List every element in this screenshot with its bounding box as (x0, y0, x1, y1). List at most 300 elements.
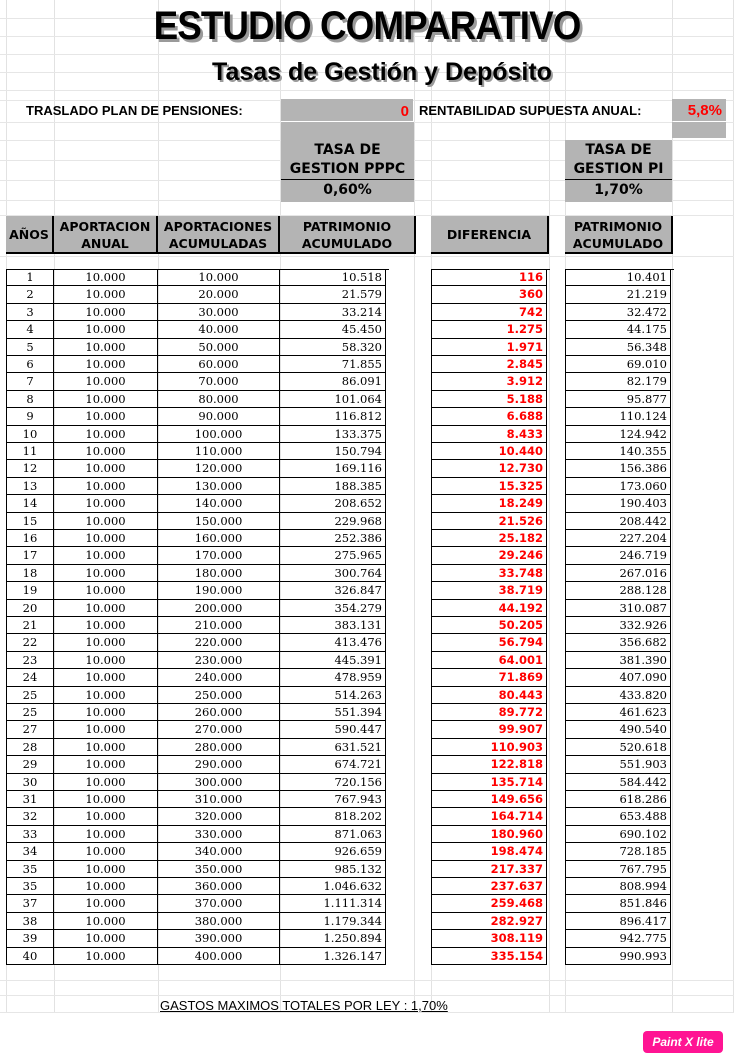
table-row (6, 843, 674, 860)
cell-patrimonio-pppc: 1.179.344 (280, 913, 386, 930)
cell-aportacion: 10.000 (54, 861, 158, 878)
cell-aportacion: 10.000 (54, 513, 158, 530)
cell-aportacion: 10.000 (54, 878, 158, 895)
cell-patrimonio-pppc: 10.518 (280, 269, 386, 286)
cell-acumuladas: 380.000 (158, 913, 280, 930)
cell-year: 39 (6, 930, 54, 947)
cell-year: 6 (6, 356, 54, 373)
cell-diferencia: 33.748 (431, 565, 547, 582)
cell-aportacion: 10.000 (54, 565, 158, 582)
cell-year: 33 (6, 826, 54, 843)
cell-diferencia: 217.337 (431, 861, 547, 878)
cell-year: 16 (6, 530, 54, 547)
cell-diferencia: 164.714 (431, 808, 547, 825)
cell-patrimonio-pppc: 169.116 (280, 460, 386, 477)
cell-diferencia: 742 (431, 304, 547, 321)
table-row (6, 269, 674, 286)
cell-acumuladas: 350.000 (158, 861, 280, 878)
cell-aportacion: 10.000 (54, 478, 158, 495)
cell-year: 30 (6, 774, 54, 791)
cell-aportacion: 10.000 (54, 408, 158, 425)
cell-acumuladas: 10.000 (158, 269, 280, 286)
cell-diferencia: 6.688 (431, 408, 547, 425)
cell-patrimonio-pppc: 1.111.314 (280, 895, 386, 912)
header-acumuladas-line2: ACUMULADAS (168, 236, 268, 251)
page-title: ESTUDIO COMPARATIVO (153, 4, 581, 48)
table-row (6, 634, 674, 651)
cell-aportacion: 10.000 (54, 704, 158, 721)
cell-patrimonio-pppc: 383.131 (280, 617, 386, 634)
cell-year: 5 (6, 339, 54, 356)
cell-diferencia: 50.205 (431, 617, 547, 634)
cell-acumuladas: 190.000 (158, 582, 280, 599)
cell-patrimonio-pppc: 1.250.894 (280, 930, 386, 947)
cell-aportacion: 10.000 (54, 304, 158, 321)
cell-acumuladas: 110.000 (158, 443, 280, 460)
cell-patrimonio-pppc: 514.263 (280, 687, 386, 704)
cell-patrimonio-pppc: 720.156 (280, 774, 386, 791)
cell-patrimonio-pppc: 551.394 (280, 704, 386, 721)
cell-patrimonio-pppc: 300.764 (280, 565, 386, 582)
table-row (6, 704, 674, 721)
table-row (6, 861, 674, 878)
cell-acumuladas: 230.000 (158, 652, 280, 669)
cell-patrimonio-pi: 227.204 (565, 530, 671, 547)
cell-acumuladas: 30.000 (158, 304, 280, 321)
cell-aportacion: 10.000 (54, 617, 158, 634)
cell-patrimonio-pi: 851.846 (565, 895, 671, 912)
cell-acumuladas: 160.000 (158, 530, 280, 547)
cell-diferencia: 360 (431, 286, 547, 303)
cell-aportacion: 10.000 (54, 373, 158, 390)
table-row (6, 582, 674, 599)
header-patrimonio-pi (565, 216, 673, 254)
table-row (6, 895, 674, 912)
cell-acumuladas: 330.000 (158, 826, 280, 843)
cell-patrimonio-pi: 32.472 (565, 304, 671, 321)
cell-patrimonio-pi: 69.010 (565, 356, 671, 373)
cell-patrimonio-pi: 584.442 (565, 774, 671, 791)
cell-year: 2 (6, 286, 54, 303)
cell-aportacion: 10.000 (54, 530, 158, 547)
cell-diferencia: 2.845 (431, 356, 547, 373)
traslado-label: TRASLADO PLAN DE PENSIONES: (26, 103, 243, 118)
cell-patrimonio-pppc: 86.091 (280, 373, 386, 390)
cell-patrimonio-pi: 381.390 (565, 652, 671, 669)
table-row (6, 878, 674, 895)
cell-aportacion: 10.000 (54, 808, 158, 825)
cell-diferencia: 71.869 (431, 669, 547, 686)
rentabilidad-box (672, 99, 726, 121)
cell-year: 3 (6, 304, 54, 321)
cell-patrimonio-pi: 208.442 (565, 513, 671, 530)
cell-year: 35 (6, 861, 54, 878)
cell-acumuladas: 90.000 (158, 408, 280, 425)
cell-year: 9 (6, 408, 54, 425)
cell-patrimonio-pppc: 275.965 (280, 547, 386, 564)
cell-aportacion: 10.000 (54, 286, 158, 303)
table-row (6, 948, 674, 965)
cell-acumuladas: 310.000 (158, 791, 280, 808)
cell-patrimonio-pi: 356.682 (565, 634, 671, 651)
cell-diferencia: 25.182 (431, 530, 547, 547)
header-patrimonio-pppc (280, 216, 416, 254)
rentabilidad-shade (672, 122, 726, 138)
cell-patrimonio-pppc: 926.659 (280, 843, 386, 860)
cell-year: 37 (6, 895, 54, 912)
cell-patrimonio-pppc: 354.279 (280, 600, 386, 617)
cell-acumuladas: 320.000 (158, 808, 280, 825)
tasa-pppc-line2: GESTION PPPC (289, 161, 406, 177)
cell-aportacion: 10.000 (54, 739, 158, 756)
cell-year: 4 (6, 321, 54, 338)
table-row (6, 652, 674, 669)
cell-diferencia: 122.818 (431, 756, 547, 773)
cell-diferencia: 8.433 (431, 426, 547, 443)
cell-aportacion: 10.000 (54, 826, 158, 843)
table-row (6, 756, 674, 773)
cell-acumuladas: 180.000 (158, 565, 280, 582)
watermark: Paint X lite (643, 1031, 723, 1053)
header-patrimonio-pi-line1: PATRIMONIO (573, 219, 663, 234)
cell-acumuladas: 20.000 (158, 286, 280, 303)
cell-aportacion: 10.000 (54, 582, 158, 599)
cell-year: 25 (6, 687, 54, 704)
cell-patrimonio-pi: 767.795 (565, 861, 671, 878)
cell-year: 40 (6, 948, 54, 965)
cell-patrimonio-pi: 82.179 (565, 373, 671, 390)
cell-patrimonio-pi: 728.185 (565, 843, 671, 860)
cell-acumuladas: 390.000 (158, 930, 280, 947)
cell-diferencia: 308.119 (431, 930, 547, 947)
cell-acumuladas: 300.000 (158, 774, 280, 791)
cell-acumuladas: 360.000 (158, 878, 280, 895)
cell-patrimonio-pppc: 326.847 (280, 582, 386, 599)
table-row (6, 930, 674, 947)
table-row (6, 443, 674, 460)
cell-diferencia: 259.468 (431, 895, 547, 912)
table-row (6, 356, 674, 373)
cell-year: 25 (6, 704, 54, 721)
cell-aportacion: 10.000 (54, 634, 158, 651)
cell-patrimonio-pi: 156.386 (565, 460, 671, 477)
table-row (6, 617, 674, 634)
cell-patrimonio-pi: 95.877 (565, 391, 671, 408)
cell-acumuladas: 100.000 (158, 426, 280, 443)
cell-aportacion: 10.000 (54, 669, 158, 686)
cell-year: 27 (6, 721, 54, 738)
cell-patrimonio-pi: 44.175 (565, 321, 671, 338)
cell-acumuladas: 370.000 (158, 895, 280, 912)
tasa-pi-line2: GESTION PI (573, 161, 664, 177)
cell-patrimonio-pppc: 590.447 (280, 721, 386, 738)
cell-patrimonio-pi: 124.942 (565, 426, 671, 443)
cell-patrimonio-pi: 267.016 (565, 565, 671, 582)
cell-acumuladas: 70.000 (158, 373, 280, 390)
cell-diferencia: 237.637 (431, 878, 547, 895)
cell-aportacion: 10.000 (54, 495, 158, 512)
table-row (6, 339, 674, 356)
cell-patrimonio-pppc: 985.132 (280, 861, 386, 878)
table-row (6, 913, 674, 930)
cell-year: 22 (6, 634, 54, 651)
cell-aportacion: 10.000 (54, 547, 158, 564)
table-row (6, 791, 674, 808)
cell-acumuladas: 400.000 (158, 948, 280, 965)
cell-diferencia: 149.656 (431, 791, 547, 808)
table-row (6, 426, 674, 443)
cell-aportacion: 10.000 (54, 913, 158, 930)
cell-acumuladas: 260.000 (158, 704, 280, 721)
header-aportacion-line2: ANUAL (81, 236, 129, 251)
header-diferencia (431, 216, 549, 254)
table-row (6, 547, 674, 564)
cell-patrimonio-pi: 520.618 (565, 739, 671, 756)
cell-patrimonio-pi: 56.348 (565, 339, 671, 356)
cell-patrimonio-pppc: 188.385 (280, 478, 386, 495)
table-row (6, 600, 674, 617)
rentabilidad-label: RENTABILIDAD SUPUESTA ANUAL: (419, 103, 642, 118)
cell-diferencia: 38.719 (431, 582, 547, 599)
cell-aportacion: 10.000 (54, 460, 158, 477)
cell-diferencia: 1.275 (431, 321, 547, 338)
table-row (6, 408, 674, 425)
cell-patrimonio-pi: 332.926 (565, 617, 671, 634)
cell-patrimonio-pppc: 252.386 (280, 530, 386, 547)
table-row (6, 304, 674, 321)
cell-aportacion: 10.000 (54, 269, 158, 286)
header-patrimonio-pppc-line1: PATRIMONIO (302, 219, 392, 234)
cell-patrimonio-pppc: 58.320 (280, 339, 386, 356)
cell-diferencia: 89.772 (431, 704, 547, 721)
cell-year: 8 (6, 391, 54, 408)
cell-diferencia: 18.249 (431, 495, 547, 512)
cell-diferencia: 110.903 (431, 739, 547, 756)
cell-patrimonio-pi: 10.401 (565, 269, 671, 286)
cell-year: 1 (6, 269, 54, 286)
cell-patrimonio-pppc: 133.375 (280, 426, 386, 443)
header-years-label: AÑOS (9, 227, 49, 242)
cell-year: 11 (6, 443, 54, 460)
cell-aportacion: 10.000 (54, 391, 158, 408)
cell-acumuladas: 280.000 (158, 739, 280, 756)
table-row (6, 739, 674, 756)
cell-diferencia: 29.246 (431, 547, 547, 564)
cell-patrimonio-pppc: 21.579 (280, 286, 386, 303)
tasa-pi-value: 1,70% (594, 182, 643, 198)
cell-patrimonio-pi: 461.623 (565, 704, 671, 721)
cell-diferencia: 3.912 (431, 373, 547, 390)
cell-diferencia: 198.474 (431, 843, 547, 860)
cell-acumuladas: 50.000 (158, 339, 280, 356)
cell-year: 15 (6, 513, 54, 530)
cell-patrimonio-pi: 618.286 (565, 791, 671, 808)
cell-patrimonio-pi: 896.417 (565, 913, 671, 930)
table-row (6, 460, 674, 477)
cell-patrimonio-pppc: 208.652 (280, 495, 386, 512)
cell-year: 38 (6, 913, 54, 930)
cell-patrimonio-pppc: 229.968 (280, 513, 386, 530)
traslado-box (281, 99, 413, 121)
cell-acumuladas: 170.000 (158, 547, 280, 564)
cell-patrimonio-pppc: 478.959 (280, 669, 386, 686)
cell-diferencia: 21.526 (431, 513, 547, 530)
cell-aportacion: 10.000 (54, 774, 158, 791)
cell-aportacion: 10.000 (54, 930, 158, 947)
cell-diferencia: 1.971 (431, 339, 547, 356)
tasa-pi-line1: TASA DE (585, 142, 652, 158)
table-row (6, 495, 674, 512)
cell-year: 21 (6, 617, 54, 634)
cell-acumuladas: 250.000 (158, 687, 280, 704)
cell-year: 29 (6, 756, 54, 773)
cell-aportacion: 10.000 (54, 756, 158, 773)
cell-aportacion: 10.000 (54, 721, 158, 738)
cell-year: 10 (6, 426, 54, 443)
cell-patrimonio-pppc: 45.450 (280, 321, 386, 338)
cell-patrimonio-pppc: 445.391 (280, 652, 386, 669)
cell-patrimonio-pppc: 871.063 (280, 826, 386, 843)
cell-patrimonio-pppc: 150.794 (280, 443, 386, 460)
cell-patrimonio-pi: 990.993 (565, 948, 671, 965)
cell-diferencia: 5.188 (431, 391, 547, 408)
cell-year: 24 (6, 669, 54, 686)
cell-patrimonio-pi: 288.128 (565, 582, 671, 599)
table-row (6, 513, 674, 530)
cell-aportacion: 10.000 (54, 948, 158, 965)
header-aportacion-line1: APORTACION (59, 219, 151, 234)
header-acumuladas-line1: APORTACIONES (163, 219, 273, 234)
cell-acumuladas: 60.000 (158, 356, 280, 373)
header-patrimonio-pppc-line2: ACUMULADO (301, 236, 393, 251)
cell-acumuladas: 340.000 (158, 843, 280, 860)
table-row (6, 669, 674, 686)
table-row (6, 373, 674, 390)
cell-year: 19 (6, 582, 54, 599)
table-row (6, 565, 674, 582)
table-row (6, 826, 674, 843)
header-patrimonio-pi-line2: ACUMULADO (572, 236, 664, 251)
cell-year: 7 (6, 373, 54, 390)
cell-diferencia: 64.001 (431, 652, 547, 669)
table-row (6, 530, 674, 547)
cell-patrimonio-pi: 110.124 (565, 408, 671, 425)
tasa-pppc-line1: TASA DE (314, 142, 381, 158)
cell-patrimonio-pi: 942.775 (565, 930, 671, 947)
cell-patrimonio-pi: 808.994 (565, 878, 671, 895)
cell-patrimonio-pppc: 116.812 (280, 408, 386, 425)
cell-year: 12 (6, 460, 54, 477)
header-aportacion (54, 216, 158, 254)
cell-patrimonio-pi: 246.719 (565, 547, 671, 564)
cell-aportacion: 10.000 (54, 652, 158, 669)
cell-patrimonio-pi: 490.540 (565, 721, 671, 738)
cell-patrimonio-pppc: 101.064 (280, 391, 386, 408)
cell-acumuladas: 200.000 (158, 600, 280, 617)
cell-patrimonio-pi: 690.102 (565, 826, 671, 843)
table-row (6, 721, 674, 738)
cell-acumuladas: 80.000 (158, 391, 280, 408)
cell-year: 14 (6, 495, 54, 512)
cell-patrimonio-pi: 190.403 (565, 495, 671, 512)
cell-diferencia: 12.730 (431, 460, 547, 477)
cell-patrimonio-pppc: 413.476 (280, 634, 386, 651)
tasa-pppc-value: 0,60% (323, 182, 372, 198)
cell-diferencia: 180.960 (431, 826, 547, 843)
table-row (6, 286, 674, 303)
cell-year: 23 (6, 652, 54, 669)
cell-aportacion: 10.000 (54, 426, 158, 443)
cell-patrimonio-pppc: 674.721 (280, 756, 386, 773)
cell-aportacion: 10.000 (54, 321, 158, 338)
cell-patrimonio-pi: 173.060 (565, 478, 671, 495)
cell-patrimonio-pppc: 631.521 (280, 739, 386, 756)
cell-patrimonio-pi: 21.219 (565, 286, 671, 303)
table-row (6, 321, 674, 338)
cell-diferencia: 135.714 (431, 774, 547, 791)
cell-patrimonio-pppc: 1.046.632 (280, 878, 386, 895)
cell-diferencia: 116 (431, 269, 547, 286)
header-acumuladas (158, 216, 280, 254)
rentabilidad-value: 5,8% (687, 102, 722, 119)
cell-year: 20 (6, 600, 54, 617)
cell-aportacion: 10.000 (54, 687, 158, 704)
cell-aportacion: 10.000 (54, 600, 158, 617)
cell-year: 34 (6, 843, 54, 860)
cell-diferencia: 99.907 (431, 721, 547, 738)
page-subtitle: Tasas de Gestión y Depósito (212, 58, 552, 86)
cell-acumuladas: 40.000 (158, 321, 280, 338)
cell-aportacion: 10.000 (54, 356, 158, 373)
cell-acumuladas: 290.000 (158, 756, 280, 773)
cell-year: 28 (6, 739, 54, 756)
cell-patrimonio-pppc: 818.202 (280, 808, 386, 825)
cell-diferencia: 44.192 (431, 600, 547, 617)
cell-patrimonio-pi: 433.820 (565, 687, 671, 704)
header-diferencia-label: DIFERENCIA (446, 227, 532, 242)
table-row (6, 391, 674, 408)
traslado-value: 0 (400, 103, 409, 120)
cell-acumuladas: 140.000 (158, 495, 280, 512)
cell-acumuladas: 120.000 (158, 460, 280, 477)
cell-acumuladas: 210.000 (158, 617, 280, 634)
cell-patrimonio-pppc: 1.326.147 (280, 948, 386, 965)
header-years (6, 216, 54, 254)
cell-aportacion: 10.000 (54, 895, 158, 912)
cell-acumuladas: 270.000 (158, 721, 280, 738)
cell-year: 35 (6, 878, 54, 895)
cell-year: 31 (6, 791, 54, 808)
cell-year: 13 (6, 478, 54, 495)
cell-patrimonio-pppc: 33.214 (280, 304, 386, 321)
cell-year: 18 (6, 565, 54, 582)
footer-note: GASTOS MAXIMOS TOTALES POR LEY : 1,70% (160, 998, 448, 1013)
cell-aportacion: 10.000 (54, 843, 158, 860)
cell-aportacion: 10.000 (54, 791, 158, 808)
cell-patrimonio-pi: 140.355 (565, 443, 671, 460)
cell-aportacion: 10.000 (54, 339, 158, 356)
cell-diferencia: 80.443 (431, 687, 547, 704)
cell-patrimonio-pppc: 71.855 (280, 356, 386, 373)
cell-patrimonio-pi: 653.488 (565, 808, 671, 825)
cell-diferencia: 335.154 (431, 948, 547, 965)
cell-patrimonio-pi: 407.090 (565, 669, 671, 686)
table-row (6, 808, 674, 825)
table-row (6, 478, 674, 495)
cell-diferencia: 56.794 (431, 634, 547, 651)
table-row (6, 687, 674, 704)
cell-year: 17 (6, 547, 54, 564)
